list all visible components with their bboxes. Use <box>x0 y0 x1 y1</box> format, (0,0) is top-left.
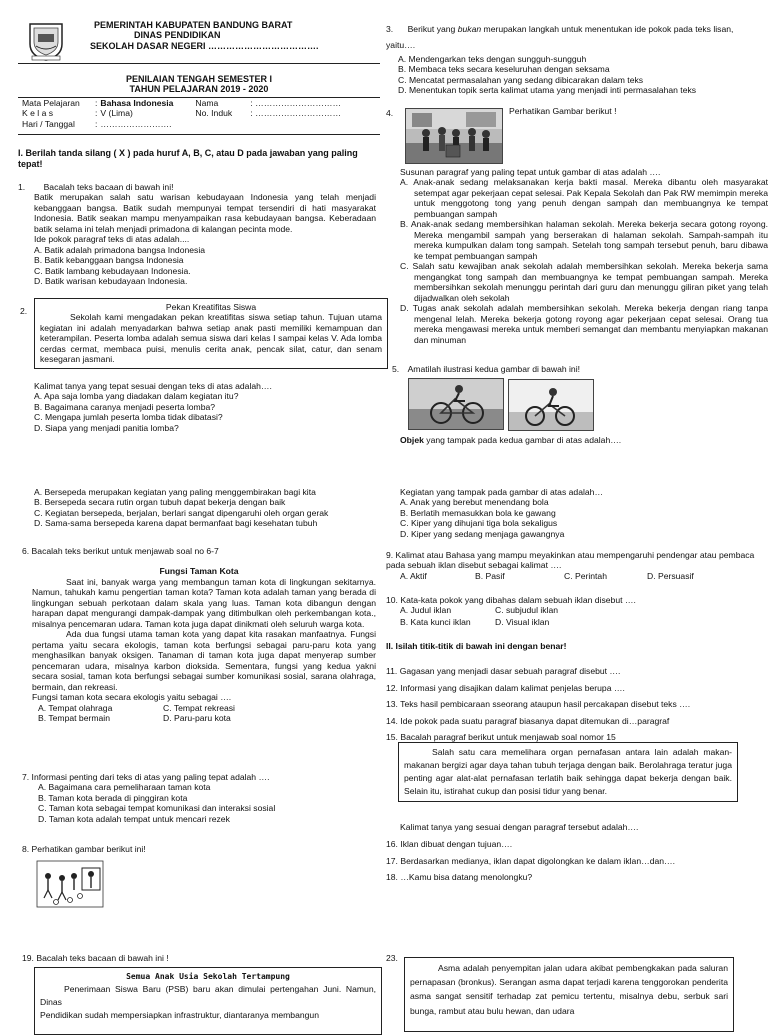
q23-reading-box <box>404 957 734 1032</box>
q7-option-b[interactable]: B. Taman kota berada di pinggiran kota <box>38 792 188 803</box>
q6-option-a[interactable]: A. Tempat olahraga <box>38 702 113 713</box>
q4-lead: Perhatikan Gambar berikut ! <box>509 106 617 116</box>
colon: : <box>95 98 98 108</box>
q8-option-a[interactable]: A. Anak yang berebut menendang bola <box>400 497 549 508</box>
q5-option-d[interactable]: D. Sama-sama bersepeda karena dapat bermanfaat bagi kesehatan tubuh <box>34 518 318 529</box>
q2-option-d[interactable]: D. Siapa yang menjadi panitia lomba? <box>34 422 179 433</box>
q4-option-c[interactable]: C. Salah satu kewajiban anak sekolah adalah membersihkan sekolah. Mereka bekerja sama mengangkat tong sampah dan membuangnya ke tempat pembuangan sampah. Mereka membersihkan sekolah menunggu perintah dari guru dan menunggu giliran piket yang telah dijadwalkan oleh sekolah <box>400 261 768 303</box>
q9-option-b[interactable]: B. Pasif <box>475 570 505 581</box>
q1-option-d[interactable]: D. Batik warisan kebudayaan Indonesia. <box>34 276 188 287</box>
essay-list <box>386 663 760 746</box>
essay-13: 13. Teks hasil pembicaraan sseorang ataupun hasil percakapan disebut teks …. <box>386 699 691 710</box>
q7-option-c[interactable]: C. Taman kota sebagai tempat komunikasi dan interaksi sosial <box>38 803 276 814</box>
q4-option-a[interactable]: A. Anak-anak sedang melaksanakan kerja bakti masal. Mereka dibantu oleh masyarakat setempat agar pekerjaan cepat selesai. Pak Kepala Sekolah dan Pak RW memimpin mereka untuk menggotong tong yang penuh dengan sampah dan membuangnya ke tempat pembuangan sampah <box>400 177 768 219</box>
colon: : <box>95 108 98 119</box>
essay-15: 15. Bacalah paragraf berikut untuk menjawab soal nomor 15 <box>386 732 616 743</box>
q2-reading-box <box>34 298 388 369</box>
district-logo-icon <box>24 20 68 62</box>
q5-option-a[interactable]: A. Bersepeda merupakan kegiatan yang paling menggembirakan bagi kita <box>34 487 316 497</box>
q7-option-d[interactable]: D. Taman kota adalah tempat untuk mencari rezek <box>38 813 230 824</box>
q6-option-b[interactable]: B. Tempat bermain <box>38 713 110 724</box>
q2-question: Kalimat tanya yang tepat sesuai dengan teks di atas adalah…. <box>34 381 272 391</box>
q7-option-a[interactable]: A. Bagaimana cara pemeliharaan taman kota <box>38 782 211 793</box>
meta-divider <box>18 134 380 135</box>
question-2 <box>34 381 376 433</box>
header-divider <box>18 63 380 64</box>
q3-option-c[interactable]: C. Mencatat permasalahan yang sedang dibicarakan dalam teks <box>398 74 644 85</box>
exam-year: TAHUN PELAJARAN 2019 - 2020 <box>129 84 269 95</box>
question-3 <box>386 21 758 96</box>
q15-box-text: Salah satu cara memelihara organ pernafasan antara lain adalah makan-makanan bergizi agar daya tahan tubuh terjaga dengan baik. Berolahraga teratur juga penting agar alat-alat pernafasan terlatih baik sehingga dapat bekerja dengan baik. Selain itu, istirahat cukup dan posisi tidur yang benar. <box>404 747 732 796</box>
q6-question: Fungsi taman kota secara ekologis yaitu sebagai …. <box>32 692 232 703</box>
q5-lead: Amatilah ilustrasi kedua gambar di bawah ini! <box>407 364 581 374</box>
q10-question: 10. Kata-kata pokok yang dibahas dalam sebuah iklan disebut …. <box>386 595 636 605</box>
q6-para-2: Ada dua fungsi utama taman kota yang dapat kita rasakan manfaatnya. Fungsi pertama yaitu secara ekologis, taman kota berfungsi sebagai paru-paru kota yang menghasilkan banyak oksigen. Tanaman di taman kota juga dapat menyerap sumber pencemaran udara, misalnya karbon dioksida. Sementara, fungsi yang kedua yakni secara sosial, taman kota berfungsi sebagai sumber komunikasi sosial, sarana olahraga, bermain, dan rekreasi. <box>32 629 376 692</box>
q5-number: 5. <box>392 364 400 374</box>
q23-box-text: Asma adalah penyempitan jalan udara akibat pembengkakan pada saluran pernapasan (bronkus). Serangan asma dapat terjadi karena tenggorokan penderita asma sangat sensitif terhadap zat pemicu tertentu, misalnya debu, serbuk sari bunga, rambut atau bulu hewan, dan udara <box>410 963 728 1016</box>
class-label: K e l a s <box>22 108 54 119</box>
q3-text-before: Berikut yang <box>407 24 458 34</box>
essay-14: 14. Ide pokok pada suatu paragraf biasanya dapat ditemukan di…paragraf <box>386 715 670 726</box>
q3-option-b[interactable]: B. Membaca teks secara keseluruhan dengan seksama <box>398 64 610 75</box>
nis-label: No. Induk <box>195 108 233 119</box>
q4-number: 4. <box>386 108 394 118</box>
essay-17: 17. Berdasarkan medianya, iklan dapat digolongkan ke dalam iklan…dan…. <box>386 855 676 866</box>
q5-photo-1 <box>408 378 504 430</box>
q6-option-d[interactable]: D. Paru-paru kota <box>163 713 231 724</box>
q5-photo-2 <box>508 379 594 431</box>
q1-number: 1. <box>18 182 26 192</box>
q5-options <box>34 487 376 529</box>
header-line-3: SEKOLAH DASAR NEGERI ………………………………. <box>90 40 319 51</box>
q10-option-a[interactable]: A. Judul iklan <box>400 605 452 616</box>
q19-box-line-1: Penerimaan Siswa Baru (PSB) baru akan dimulai pertengahan Juni. Namun, Dinas <box>40 984 376 1007</box>
q10-option-d[interactable]: D. Visual iklan <box>495 616 550 627</box>
q3-text-italic: bukan <box>457 24 482 34</box>
q9-option-c[interactable]: C. Perintah <box>564 570 607 581</box>
q10-option-b[interactable]: B. Kata kunci iklan <box>400 616 471 627</box>
section-2-title: II. Isilah titik-titik di bawah ini dengan benar! <box>386 641 567 651</box>
question-4 <box>400 167 768 345</box>
school-header <box>90 20 380 51</box>
name-label: Nama <box>195 98 219 108</box>
q6-lead: 6. Bacalah teks berikut untuk menjawab soal no 6-7 <box>22 546 219 556</box>
q8-option-d[interactable]: D. Kiper yang sedang menjaga gawangnya <box>400 528 565 539</box>
student-info <box>22 98 380 129</box>
class-value: V (Lima) <box>100 108 133 119</box>
cyclist-photo-icon <box>409 379 503 429</box>
soccer-kids-illustration-icon <box>36 860 104 908</box>
q19-reading-box <box>34 967 382 1035</box>
q3-number: 3. <box>386 24 394 34</box>
q10-option-c[interactable]: C. subjudul iklan <box>495 605 559 616</box>
essay-18: 18. …Kamu bisa datang menolongku? <box>386 872 533 883</box>
q5-lead-row <box>392 364 758 374</box>
q9-option-d[interactable]: D. Persuasif <box>647 570 694 581</box>
q5-question-rest: yang tampak pada kedua gambar di atas adalah…. <box>423 435 622 445</box>
subject-label: Mata Pelajaran <box>22 98 80 108</box>
q9-option-a[interactable]: A. Aktif <box>400 570 427 581</box>
q3-option-d[interactable]: D. Menentukan topik serta kalimat utama yang menjadi inti permasalahan teks <box>398 85 697 96</box>
q19-box-title: Semua Anak Usia Sekolah Tertampung <box>126 972 290 981</box>
header-line-2: DINAS PENDIDIKAN <box>134 30 221 41</box>
essay-12: 12. Informasi yang disajikan dalam kalimat penjelas berupa …. <box>386 682 625 693</box>
q15-reading-box <box>398 742 738 802</box>
q6-title: Fungsi Taman Kota <box>159 566 239 577</box>
q4-option-b[interactable]: B. Anak-anak sedang membersihkan halaman sekolah. Mereka bekerja secara gotong royong. Mereka mengambil sampah yang berserakan di halaman sekolah. Sampah-sampah itu mereka kumpulkan dalam tong sampah. Setelah tong sampah tersebut penuh, baru dibawa ke tempat pembuangan sampah <box>400 219 768 261</box>
q1-option-a[interactable]: A. Batik adalah primadona bangsa Indonesia <box>34 244 206 255</box>
q6-para-1: Saat ini, banyak warga yang membangun taman kota di lingkungan sekitarnya. Namun, tahukah kamu pengertian taman kota? Taman kota adalah taman yang berada di lingkungan sebuah perkotaan dalam skala yang luas. Taman kota dibangun dengan harapan dapat mengurangi dampak-dampak yang ditimbulkan oleh perkembangan kota., misalnya pencemaran udara. Taman kota juga dapat dinikmati oleh seluruh warga kota. <box>32 576 376 629</box>
question-7 <box>22 772 376 824</box>
q8-question: 8. Perhatikan gambar berikut ini! <box>22 844 146 854</box>
cyclist-photo-icon <box>509 380 593 430</box>
q8-continuation <box>400 487 760 539</box>
q5-option-c[interactable]: C. Kegiatan bersepeda, berjalan, berlari sangat dipengaruhi oleh organ gerak <box>34 507 329 518</box>
name-value[interactable]: : ………………………… <box>250 98 342 108</box>
q4-photo-frame <box>405 108 503 164</box>
question-9 <box>386 550 760 581</box>
q2-option-b[interactable]: B. Bagaimana caranya menjadi peserta lomba? <box>34 401 216 412</box>
colon: : <box>95 118 98 129</box>
q5-question <box>400 435 760 445</box>
q19-box-line-2: Pendidikan sudah mempersiapkan infrastruktur, diantaranya membangun <box>40 1009 319 1020</box>
header-line-1: PEMERINTAH KABUPATEN BANDUNG BARAT <box>94 20 293 30</box>
q15-question: Kalimat tanya yang sesuai dengan paragraf tersebut adalah…. <box>400 822 639 832</box>
q4-option-d[interactable]: D. Tugas anak sekolah adalah membersihkan sekolah. Mereka bekerja dengan riang tanpa mengenal lelah. Mereka bekerja gotong royong agar pekerjaan cepat selesai. Orang tua mereka mengawasi mereka untuk memberi semangat dan membantu menyiapkan makanan dan minuman <box>400 303 768 345</box>
question-10 <box>386 595 760 627</box>
q4-question: Susunan paragraf yang paling tepat untuk gambar di atas adalah …. <box>400 167 661 177</box>
q1-lead: Bacalah teks bacaan di bawah ini! <box>43 182 174 192</box>
q8-option-c[interactable]: C. Kiper yang dihujani tiga bola sekaligus <box>400 518 558 529</box>
section-1-title: I. Berilah tanda silang ( X ) pada huruf A, B, C, atau D pada jawaban yang paling tepat! <box>18 148 358 169</box>
q7-question: 7. Informasi penting dari teks di atas yang paling tepat adalah …. <box>22 772 270 782</box>
date-label: Hari / Tanggal <box>22 118 75 129</box>
q3-option-a[interactable]: A. Mendengarkan teks dengan sungguh-sungguh <box>398 53 587 64</box>
q9-question: 9. Kalimat atau Bahasa yang mampu meyakinkan atau mempengaruhi pendengar atau pembaca pada sebuah iklan disebut sebagai kalimat …. <box>386 550 755 571</box>
question-6 <box>22 546 376 724</box>
essay-11: 11. Gagasan yang menjadi dasar sebuah paragraf disebut …. <box>386 666 621 676</box>
q1-option-b[interactable]: B. Batik kebanggaan bangsa Indonesia <box>34 255 184 266</box>
q5-option-b[interactable]: B. Bersepeda secara rutin organ tubuh dapat bekerja dengan baik <box>34 497 286 508</box>
q2-box-title: Pekan Kreatifitas Siswa <box>165 302 257 312</box>
essay-16: 16. Iklan dibuat dengan tujuan…. <box>386 839 513 849</box>
q1-option-c[interactable]: C. Batik lambang kebudayaan Indonesia. <box>34 265 191 276</box>
essay-list-2 <box>386 836 760 886</box>
q1-question: Ide pokok paragraf teks di atas adalah.... <box>34 234 190 245</box>
q8-right-question: Kegiatan yang tampak pada gambar di atas adalah… <box>400 487 604 497</box>
q5-question-bold: Objek <box>400 435 424 445</box>
q8-option-b[interactable]: B. Berlatih memasukkan bola ke gawang <box>400 507 556 518</box>
q2-option-a[interactable]: A. Apa saja lomba yang diadakan dalam kegiatan itu? <box>34 391 239 402</box>
exam-title: PENILAIAN TENGAH SEMESTER I <box>125 74 272 84</box>
q1-text: Batik merupakan salah satu warisan kebudayaan Indonesia yang telah menjadi kebanggaan bangsa. Batik sudah mempunyai tempat tersendiri di hati masyarakat Indonesia. Batik seakan mampu menyampaikan rasa kebudayaan bangsa. Keberadaan batik selama ini telah menjadi primadona di kalangan pecinta mode. <box>34 192 376 234</box>
q2-box-text: Sekolah kami mengadakan pekan kreatifitas siswa setiap tahun. Tujuan utama kegiatan ini adalah menyadarkan bahwa setiap anak pasti memiliki kemampuan dan keterampilan. Peserta lomba adalah semua siswa dari kelas I sampai kelas V. Ada lomba cerdas cermat, membaca puisi, menulis cerita anak, pencak silat, catur, dan senam kesegaran jasmani. <box>40 312 382 365</box>
cleanup-photo-icon <box>406 109 502 163</box>
q3-text-after: merupakan langkah untuk menentukan ide pokok pada teks lisan, yaitu…. <box>386 24 734 51</box>
date-value[interactable]: ……………………. <box>100 118 172 129</box>
q2-option-c[interactable]: C. Mengapa jumlah peserta lomba tidak dibatasi? <box>34 412 223 423</box>
q6-option-c[interactable]: C. Tempat rekreasi <box>163 702 235 713</box>
question-1 <box>18 182 376 287</box>
subject-value: Bahasa Indonesia <box>100 98 174 108</box>
q23-number: 23. <box>386 953 398 963</box>
q2-number: 2. <box>20 306 28 316</box>
q19-lead: 19. Bacalah teks bacaan di bawah ini ! <box>22 953 169 963</box>
exam-title-block <box>18 74 380 95</box>
nis-value[interactable]: : ………………………… <box>250 108 342 119</box>
